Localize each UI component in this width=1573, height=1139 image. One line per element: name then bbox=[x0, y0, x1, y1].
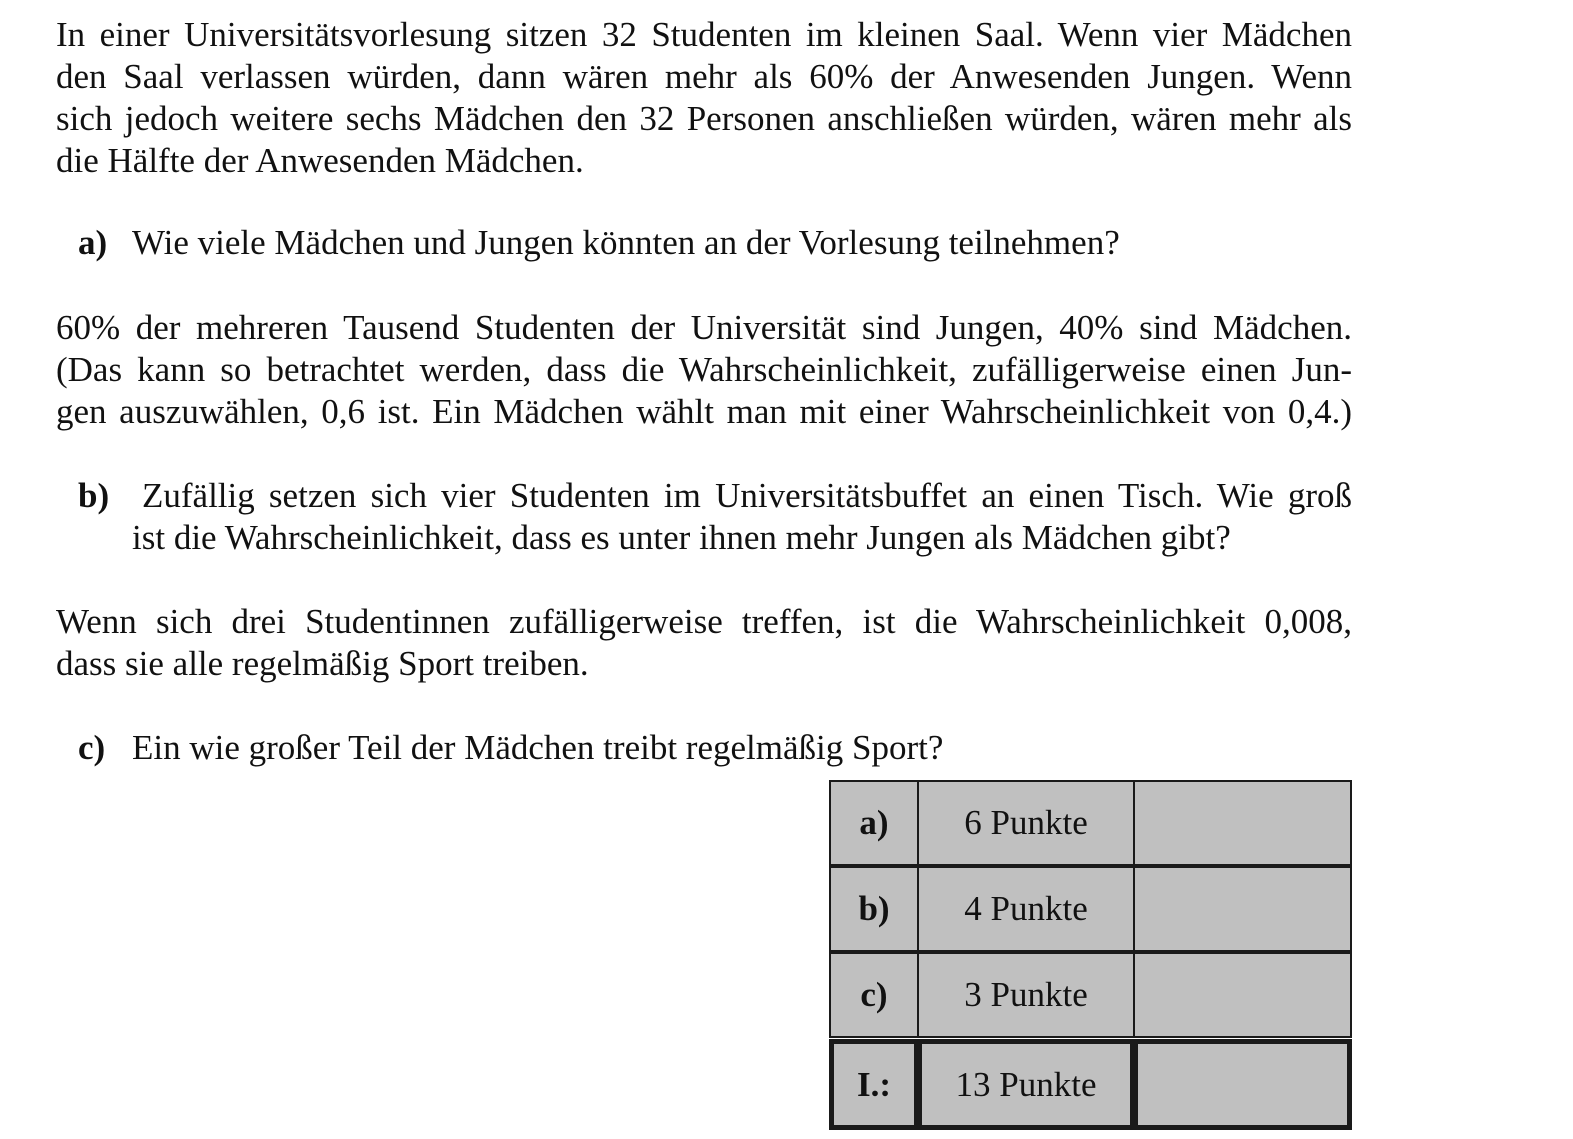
score-row-total bbox=[829, 1039, 1352, 1130]
task-b-text-2: ist die Wahrscheinlichkeit, dass es unter ihnen mehr Jungen als Mädchen gibt? bbox=[132, 518, 1231, 557]
context-b-paragraph bbox=[56, 307, 1352, 433]
intro-paragraph bbox=[56, 14, 1352, 182]
intro-line: die Hälfte der Anwesenden Mädchen. bbox=[56, 141, 584, 180]
score-row-label: a) bbox=[829, 780, 919, 866]
score-row-a bbox=[829, 780, 1352, 866]
context-c-line: dass sie alle regelmäßig Sport treiben. bbox=[56, 644, 589, 683]
context-c-paragraph bbox=[56, 601, 1352, 685]
score-row-score bbox=[1133, 866, 1352, 952]
score-row-label: b) bbox=[829, 866, 919, 952]
score-row-score bbox=[1133, 780, 1352, 866]
task-b-line1 bbox=[78, 475, 1352, 517]
task-c bbox=[78, 727, 1352, 769]
task-b bbox=[78, 475, 1352, 559]
task-a-label: a) bbox=[78, 223, 108, 262]
context-b-line: gen auszuwählen, 0,6 ist. Ein Mädchen wählt man mit einer Wahrscheinlichkeit von 0,4.) bbox=[56, 392, 1352, 431]
score-total-points: 13 Punkte bbox=[917, 1039, 1135, 1130]
intro-line: In einer Universitätsvorlesung sitzen 32 Studenten im kleinen Saal. Wenn vier Mädchen bbox=[56, 15, 1352, 54]
task-a bbox=[78, 222, 1352, 264]
intro-line: den Saal verlassen würden, dann wären mehr als 60% der Anwesenden Jungen. Wenn bbox=[56, 57, 1352, 96]
score-row-label: c) bbox=[829, 952, 919, 1038]
score-row-points: 3 Punkte bbox=[917, 952, 1135, 1038]
score-row-b bbox=[829, 866, 1352, 952]
score-row-points: 4 Punkte bbox=[917, 866, 1135, 952]
score-row-c bbox=[829, 952, 1352, 1038]
task-b-text-1: Zufällig setzen sich vier Studenten im Universitätsbuffet an einen Tisch. Wie groß bbox=[142, 476, 1352, 515]
context-b-line: 60% der mehreren Tausend Studenten der Universität sind Jungen, 40% sind Mädchen. bbox=[56, 308, 1352, 347]
score-table bbox=[829, 780, 1352, 1130]
intro-line: sich jedoch weitere sechs Mädchen den 32 Personen anschließen würden, wären mehr als bbox=[56, 99, 1352, 138]
score-row-points: 6 Punkte bbox=[917, 780, 1135, 866]
score-total-label: I.: bbox=[829, 1039, 919, 1130]
score-total-score bbox=[1133, 1039, 1352, 1130]
score-row-score bbox=[1133, 952, 1352, 1038]
context-b-line: (Das kann so betrachtet werden, dass die Wahrscheinlichkeit, zufälligerweise einen Jun- bbox=[56, 350, 1352, 389]
task-a-text: Wie viele Mädchen und Jungen könnten an der Vorlesung teilnehmen? bbox=[132, 223, 1120, 262]
task-b-label: b) bbox=[78, 476, 110, 515]
task-c-text: Ein wie großer Teil der Mädchen treibt regelmäßig Sport? bbox=[132, 728, 944, 767]
context-c-line: Wenn sich drei Studentinnen zufälligerweise treffen, ist die Wahrscheinlichkeit 0,008, bbox=[56, 602, 1352, 641]
task-c-label: c) bbox=[78, 728, 106, 767]
